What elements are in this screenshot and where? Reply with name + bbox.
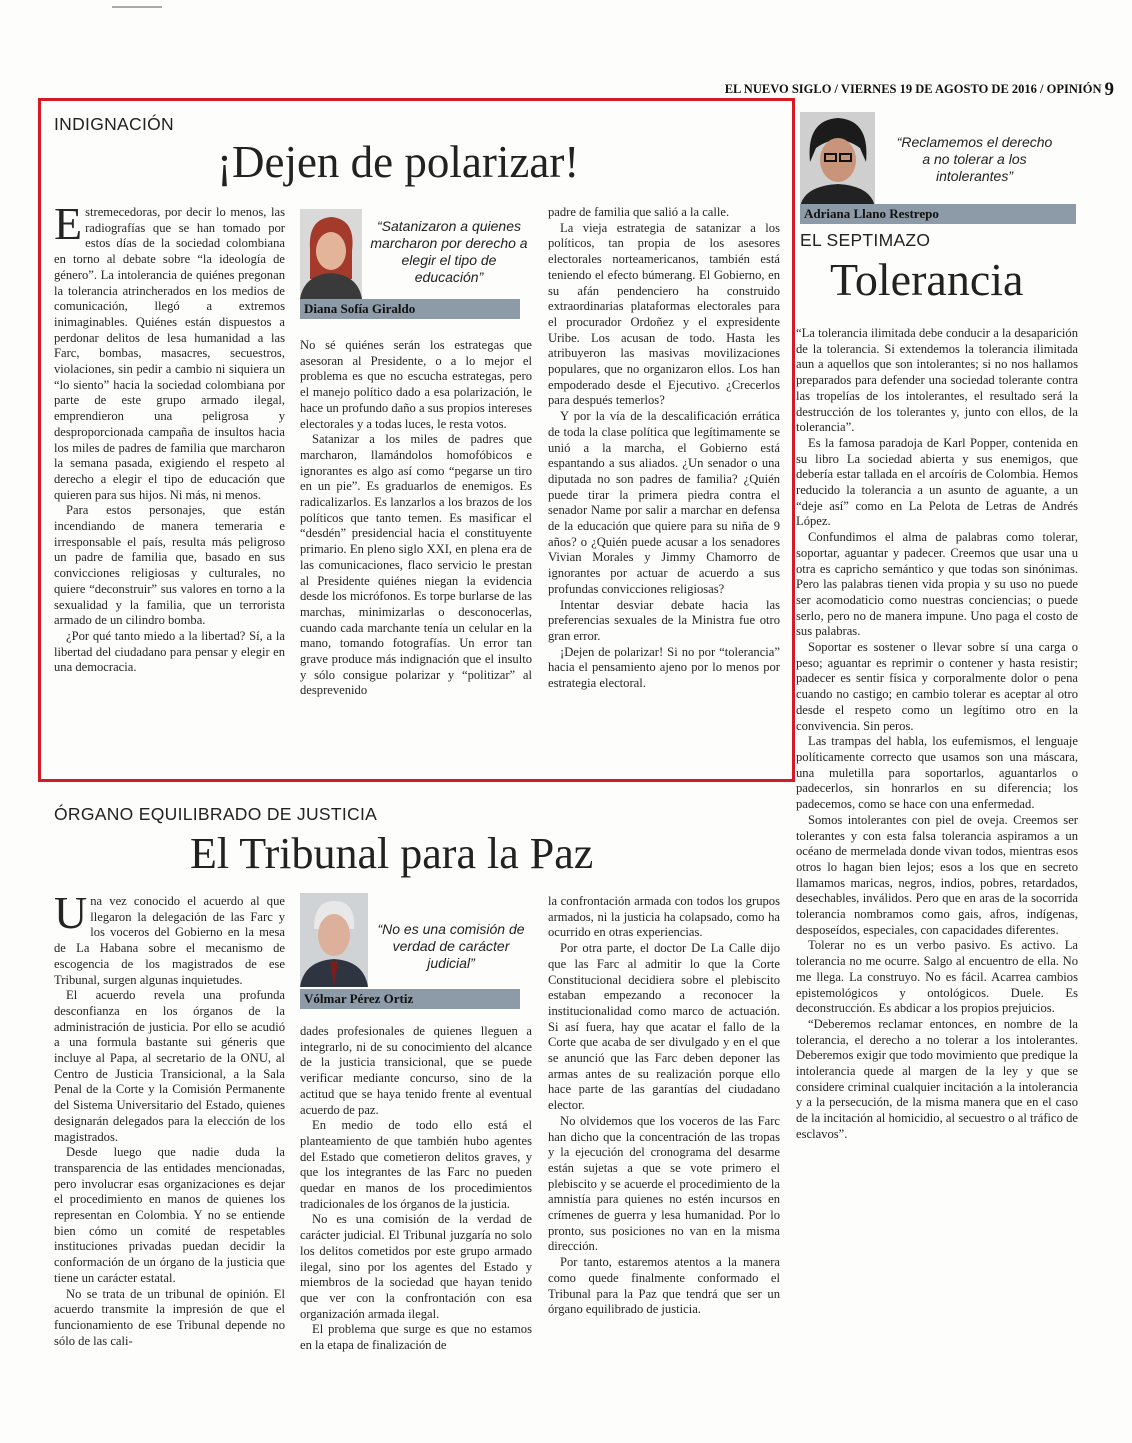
portrait-icon [300,893,368,987]
article2-column-2: dades profesionales de quienes lleguen a integrarlo, ni de su conocimiento del alcance de la justicia transicional, que se puede verificar mediante concurso, sino de la actitud que se haya tenido frente al eventual acuerdo de paz. En medio de todo ello está el planteamiento de que también hubo agentes del Estado que cometieron delitos graves, y que los integrantes de las Farc no pueden quedar en manos de los procedimientos tradicionales de los órganos de la justicia. No es una comisión de la verdad de carácter judicial. El Tribunal juzgaría no solo los delitos cometidos por este grupo armado ilegal, sino por los agentes del Estado y miembros de la sociedad que hayan tenido que ver con la confrontación con esa organización armada ilegal. El problema que surge es que no estamos en la etapa de finalización de [300,1024,532,1353]
article2-kicker: ÓRGANO EQUILIBRADO DE JUSTICIA [54,804,378,824]
article2-headline: El Tribunal para la Paz [190,829,594,878]
article1-dropcap: E [54,198,83,249]
top-rule [112,6,162,8]
page-number: 9 [1104,79,1114,100]
article1-kicker: INDIGNACIÓN [54,114,174,134]
article2-author-caption: Vólmar Pérez Ortiz [300,989,520,1009]
article1-column-2: No sé quiénes serán los estrategas que asesoran al Presidente, o a lo mejor el problema es que no escucha estrategas, pero el manejo político dado a esa polarización, le hace un profundo daño a sus propios intereses electorales y a todas luces, le resta votos. Satanizar a los miles de padres que marcharon, llamándolos homofóbicos e ignorantes es algo así como “pegarse un tiro en un pie”. Es graduarlos de enemigos. Es radicalizarlos. Es lanzarlos a los brazos de los políticos que tanto temen. Es masificar el “desdén” presidencial hacia el constituyente primario. En pleno siglo XXI, en plena era de las comunicaciones, flaco servicio le prestan al Presidente quiénes niegan la evidencia desde los micrófonos. Es torpe burlarse de las marchas, minimizarlas o desconocerlas, cuando cada marchante tenía un celular en la mano, tomando fotografías. Un error tan grave produce más indignación que el insulto y sólo consigue polarizar y “politizar” al desprevenido [300,338,532,698]
article2-dropcap: U [54,887,88,938]
author-photo-perez [300,893,368,987]
article2-column-1: Una vez conocido el acuerdo al que llegaron la delegación de las Farc y los voceros del Gobierno en la mesa de La Habana sobre el mecanismo de escogencia de los magistrados de ese Tribunal, surgen algunas inquietudes. El acuerdo revela una profunda desconfianza en los órganos de la administración de justicia. Por ello se acudió a una formula bastante sui géneris que incluye al Papa, al secretario de la ONU, al Centro de Justicia Transicional, a la Sala Penal de la Corte y la Comisión Permanente del Sistema Universitario del Estado, quienes designarán delegados para la elección de los magistrados. Desde luego que nadie duda la transparencia de las entidades mencionadas, pero involucrar esas organizaciones es dejar el procedimiento en manos de quienes los representan en Colombia. Y no se entiende bien cómo un comité de respetables instituciones privadas puedan decidir la conformación de un órgano de la justicia que tiene un carácter estatal. No se trata de un tribunal de opinión. El acuerdo transmite la impresión de que el funcionamiento de ese Tribunal depende no sólo de las cali- [54,887,285,1348]
article1-headline: ¡Dejen de polarizar! [217,137,580,187]
article3-headline: Tolerancia [830,254,1024,305]
article1-column-3: padre de familia que salió a la calle. La vieja estrategia de satanizar a los políticos, tan propia de los asesores electorales norteamericanos, también está teniendo el efecto búmerang. El Gobierno, en su afán pendenciero ha construido extraordinarias plataformas electorales para el procurador Ordoñez y el expresidente Uribe. Los acusan de todo. Hasta les atribuyeron las masivas movilizaciones populares, que no organizaron ellos. Los han empoderado desde el Ejecutivo. ¿Crecerlos para después temerlos? Y por la vía de la descalificación errática de toda la clase política que legítimamente se unió a la marcha, el Gobierno está espantando a sus aliados. ¿Un senador o una diputada no son padres de familia? ¿Quién puede tirar la primera piedra contra el senador Name por salir a marchar en defensa de la educación que quiere para su niña de 9 años? o ¿Quién puede acusar a los senadores Vivian Morales y Jimmy Chamorro de ignorantes por actuar de acuerdo a sus profundas convicciones religiosas? Intentar desviar debate hacia las preferencias sexuales de la Ministra fue otro gran error. ¡Dejen de polarizar! Si no por “tolerancia” hacia el pensamiento ajeno por lo menos por estrategia electoral. [548,205,780,691]
article3-body: “La tolerancia ilimitada debe conducir a la desaparición de la tolerancia. Si extendemos la tolerancia ilimitada aun a aquellos que son intolerantes; si no nos hallamos preparados para defender una sociedad tolerante contra las tropelías de los intolerantes, el resultado será la destrucción de los tolerantes y, junto con ellos, de la tolerancia”. Es la famosa paradoja de Karl Popper, contenida en su libro La sociedad abierta y sus enemigos, que debería estar tallada en el arcoíris de Colombia. Hemos reducido la tolerancia a un asunto de aguante, a un “deje así” como en La Pelota de Letras de Andrés López. Confundimos el alma de palabras como tolerar, soportar, aguantar y padecer. Creemos que usar una u otra es capricho semántico y que todas son sinónimas. Pero las palabras tienen vida propia y su uso no puede ser acomodaticio como nuestras conciencias; o puede serlo, pero no de manera impune. Uno paga el costo de sus palabras. Soportar es sostener o llevar sobre sí una carga o peso; aguantar es reprimir o contener y hasta resistir; padecer es sentir física y corporalmente dolor o pena cuando no castigo; en cambio tolerar es aceptar al otro desde el respeto como un legítimo otro en la convivencia. Sin peros. Las trampas del habla, los eufemismos, el lenguaje políticamente correcto que usamos son una máscara, una muletilla para soportarlos, aguantarlos o padecerlos, sin honrarlos en su diferencia; los padecemos, como se hace con una enfermedad. Somos intolerantes con piel de oveja. Creemos ser tolerantes y con esta falsa tolerancia aspiramos a un océano de mermelada donde vivan todos, mientras esos otros lo hagan bien lejos; esos a los que en secreto llamamos maricas, negros, indios, pobres, retardados, desechables, inválidos. Pero que en aras de la socorrida tolerancia nombramos como gais, afros, indígenas, desposeídos, especiales, con capacidades diferentes. Tolerar no es un verbo pasivo. Es activo. La tolerancia no me ocurre. Salgo al encuentro de ella. No me llega. La construyo. No es fácil. Acarrea cambios epistemológicos y ontológicos. Duele. Es deconstrucción. Es abdicar a los propios prejuicios. “Deberemos reclamar entonces, en nombre de la tolerancia, el derecho a no tolerar a los intolerantes. Deberemos exigir que todo movimiento que predique la intolerancia quede al margen de la ley y que se considere criminal cualquier incitación a la intolerancia y a la persecución, de la misma manera que en el caso de la incitación al homicidio, al secuestro o al tráfico de esclavos”. [796,326,1078,1141]
article2-column-3: la confrontación armada con todos los grupos armados, ni la justicia ha colapsado, como ha ocurrido en otras experiencias. Por otra parte, el doctor De La Calle dijo que las Farc al admitir lo que la Corte Constitucional decidiera sobre el plebiscito estaban empezando a reconocer la institucionalidad como marco de actuación. Si así fuera, hay que acatar el fallo de la Corte que acaba de ser divulgado y en el que se anunció que las Farc deben deponer las armas antes de su realización porque ello hace parte de las garantías del ciudadano elector. No olvidemos que los voceros de las Farc han dicho que la concentración de las tropas y la ejecución del cronograma del desarme están sujetas a que se vote primero el plebiscito y se acuerde el procedimiento de la amnistía para quienes no estén incursos en crímenes de guerra y lesa humanidad. Por lo pronto, sus posiciones no van en la misma dirección. Por tanto, estaremos atentos a la manera como quede finalmente conformado el Tribunal para la Paz que tendrá que ser un órgano equilibrado de justicia. [548,894,780,1317]
article1-column-1: Estremecedoras, por decir lo menos, las radiografías que se han tomado por estos días de la sociedad colombiana en torno al debate sobre “la ideología de género”. La intolerancia de quiénes pregonan la tolerancia atrincherados en los medios de comunicación, llegó a extremos inimaginables. Quiénes están dispuestos a perdonar delitos de lesa humanidad a las Farc, bombas, masacres, secuestros, violaciones, sin pedir a cambio ni siquiera un “lo siento” hacia la sociedad colombiana por parte de este grupo armado ilegal, emprendieron una peligrosa y desproporcionada campaña de insultos hacia los miles de padres de familia que marcharon la semana pasada, exigiendo el respeto al derecho a elegir el tipo de educación que quieren para sus hijos. Ni más, ni menos. Para estos personajes, que están incendiando de manera temeraria e irresponsable el país, resulta más peligroso un padre de familia que, basado en sus convicciones religiosas y culturales, no quiere “deconstruir” sus valores en torno a la sexualidad y la familia, que un terrorista armado de un cilindro bomba. ¿Por qué tanto miedo a la libertad? Sí, a la libertad del ciudadano para pensar y elegir en una democracia. [54,198,285,675]
article3-pull-quote: “Reclamemos el derecho a no tolerar a los intolerantes” [896,134,1053,184]
author-photo-giraldo [300,209,362,299]
portrait-icon [300,209,362,299]
header-text: EL NUEVO SIGLO / VIERNES 19 DE AGOSTO DE 2016 / OPINIÓN [724,82,1102,96]
article3-kicker: EL SEPTIMAZO [800,230,931,250]
article1-author-caption: Diana Sofía Giraldo [300,299,520,319]
portrait-icon [800,112,875,207]
article1-pull-quote: “Satanizaron a quienes marcharon por derecho a elegir el tipo de educación” [370,218,528,285]
article3-author-caption: Adriana Llano Restrepo [800,204,1076,224]
author-photo-llano [800,112,875,207]
article2-pull-quote: “No es una comisión de verdad de carácter judicial” [377,921,525,971]
